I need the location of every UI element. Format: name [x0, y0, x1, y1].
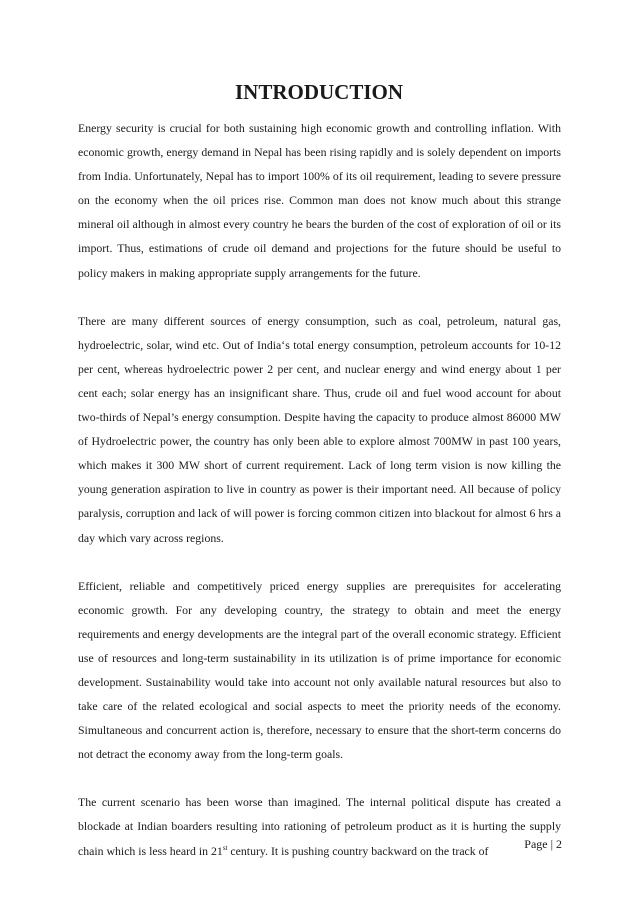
paragraph-energy-security: Energy security is crucial for both sustaining high economic growth and controlling inflation. With economic growth, energy demand in Nepal has been rising rapidly and is solely dependent on imports from India. Unfortunately, Nepal has to import 100% of its oil requirement, leading to severe pressure on the economy when the oil prices rise. Common man does not know much about this strange mineral oil although in almost every country he bears the burden of the cost of exploration of oil or its import. Thus, estimations of crude oil demand and projections for the future should be useful to policy makers in making appropriate supply arrangements for the future. — [78, 121, 561, 280]
paragraph-text-part: The current scenario has been worse than imagined. The internal political dispute has created a blockade at Indian boarders resulting into rationing of petroleum product as it is hurting the supply chain which is less heard in 21 — [78, 795, 561, 858]
page-number: Page | 2 — [524, 837, 562, 851]
superscript-ordinal: st — [222, 843, 228, 852]
paragraph-energy-sources: There are many different sources of energy consumption, such as coal, petroleum, natural gas, hydroelectric, solar, wind etc. Out of India‘s total energy consumption, petroleum accounts for 10-12 per cent, whereas hydroelectric power 2 per cent, and nuclear energy and wind energy about 1 per cent each; solar energy has an insignificant share. Thus, crude oil and fuel wood account for about two-thirds of Nepal’s energy consumption. Despite having the capacity to produce almost 86000 MW of Hydroelectric power, the country has only been able to explore almost 700MW in past 100 years, which makes it 300 MW short of current requirement. Lack of long term vision is now killing the young generation aspiration to live in country as power is their important need. All because of policy paralysis, corruption and lack of will power is forcing common citizen into blackout for almost 6 hrs a day which vary across regions. — [78, 313, 561, 545]
paragraph-text-part: century. It is pushing country backward on the track of — [227, 843, 489, 858]
page-title: INTRODUCTION — [234, 80, 404, 104]
paragraph-current-scenario — [78, 790, 561, 862]
document-body — [78, 116, 561, 863]
paragraph-energy-supplies: Efficient, reliable and competitively priced energy supplies are prerequisites for accelerating economic growth. For any developing country, the strategy to obtain and meet the energy requirements and energy developments are the integral part of the overall economic strategy. Efficient use of resources and long-term sustainability in its utilization is of prime importance for economic development. Sustainability would take into account not only available natural resources but also to take care of the related ecological and social aspects to meet the priority needs of the economy. Simultaneous and concurrent action is, therefore, necessary to ensure that the short-term concerns do not detract the economy away from the long-term goals. — [78, 578, 561, 762]
